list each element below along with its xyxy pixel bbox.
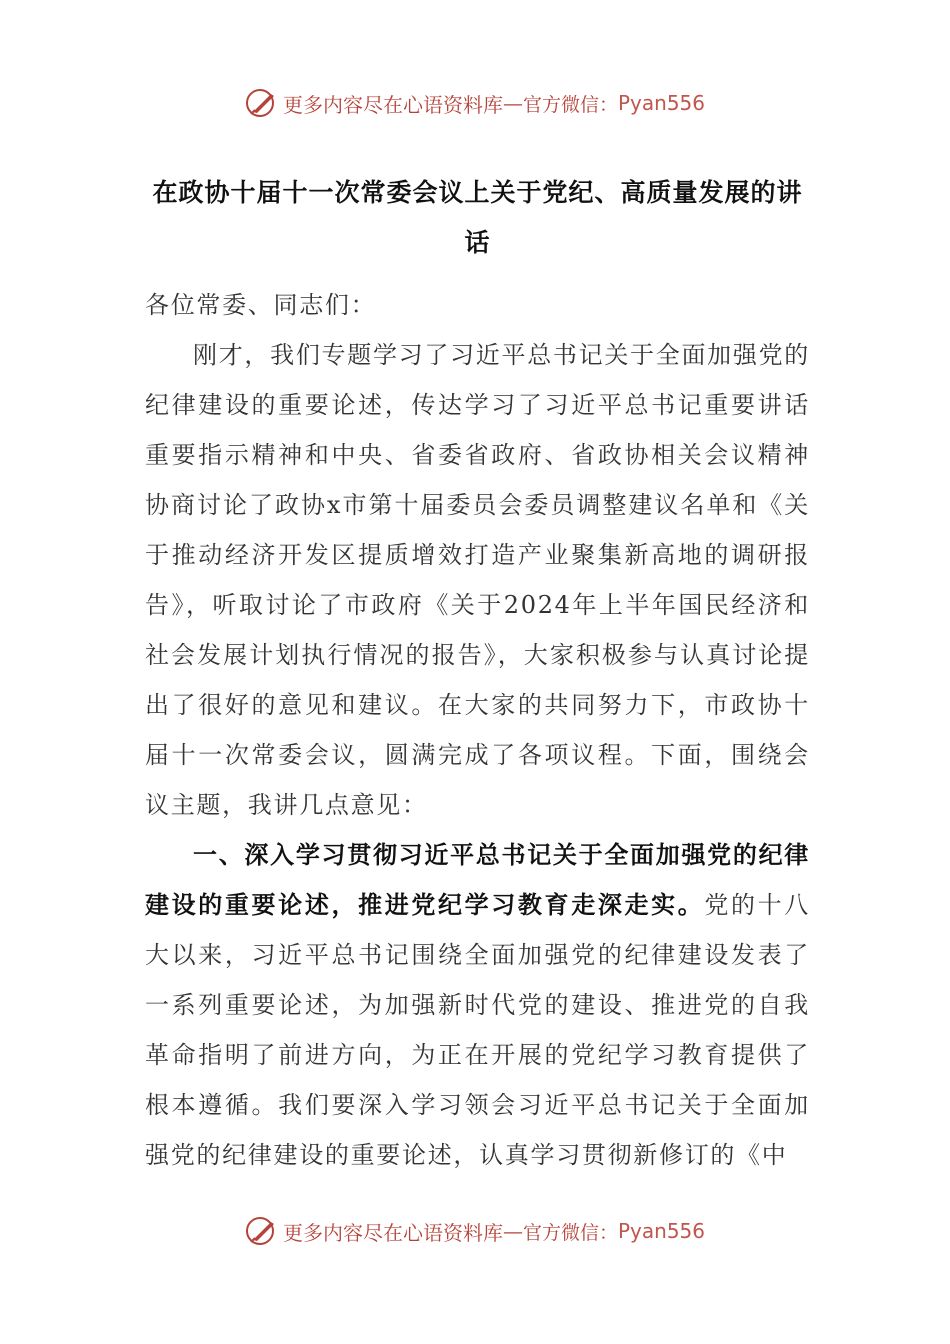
salutation: 各位常委、同志们：: [145, 291, 377, 319]
quill-pen-icon: [245, 1214, 279, 1248]
paragraph-1: 刚才，我们专题学习了习近平总书记关于全面加强党的纪律建设的重要论述，传达学习了习近平总书记重要讲话重要指示精神和中央、省委省政府、省政协相关会议精神协商讨论了政协x市第十届委员会委员调整建议名单和《关于推动经济开发区提质增效打造产业聚集新高地的调研报告》，听取讨论了市政府《关于2024年上半年国民经济和社会发展计划执行情况的报告》，大家积极参与认真讨论提出了很好的意见和建议。在大家的共同努力下，市政协十届十一次常委会议，圆满完成了各项议程。下面，围绕会议主题，我讲几点意见：: [145, 341, 810, 819]
watermark-dash: —: [502, 1219, 523, 1243]
watermark-official-label: 官方微信：: [522, 93, 618, 116]
watermark-main-text: 更多内容尽在心语资料库: [282, 92, 503, 117]
quill-pen-icon: [245, 86, 279, 120]
watermark-official-label: 官方微信：: [522, 1221, 618, 1244]
header-watermark: [0, 86, 950, 120]
watermark-main-text: 更多内容尽在心语资料库: [282, 1220, 503, 1245]
section-1-heading: 一、深入学习贯彻习近平总书记关于全面加强党的纪律建设的重要论述，推进党纪学习教育走深走实。: [145, 840, 810, 919]
watermark-wechat-id: Pyan556: [618, 1219, 706, 1243]
section-1-body: 党的十八大以来，习近平总书记围绕全面加强党的纪律建设发表了一系列重要论述，为加强新时代党的建设、推进党的自我革命指明了前进方向，为正在开展的党纪学习教育提供了根本遵循。我们要深入学习领会习近平总书记关于全面加强党的纪律建设的重要论述，认真学习贯彻新修订的《中: [145, 891, 810, 1169]
watermark-wechat-id: Pyan556: [618, 91, 706, 115]
document-body: [145, 280, 810, 1180]
document-title: 在政协十届十一次常委会议上关于党纪、高质量发展的讲话: [152, 178, 803, 257]
section-1-paragraph: [145, 830, 810, 1180]
watermark-dash: —: [502, 91, 523, 115]
footer-watermark: [0, 1214, 950, 1248]
